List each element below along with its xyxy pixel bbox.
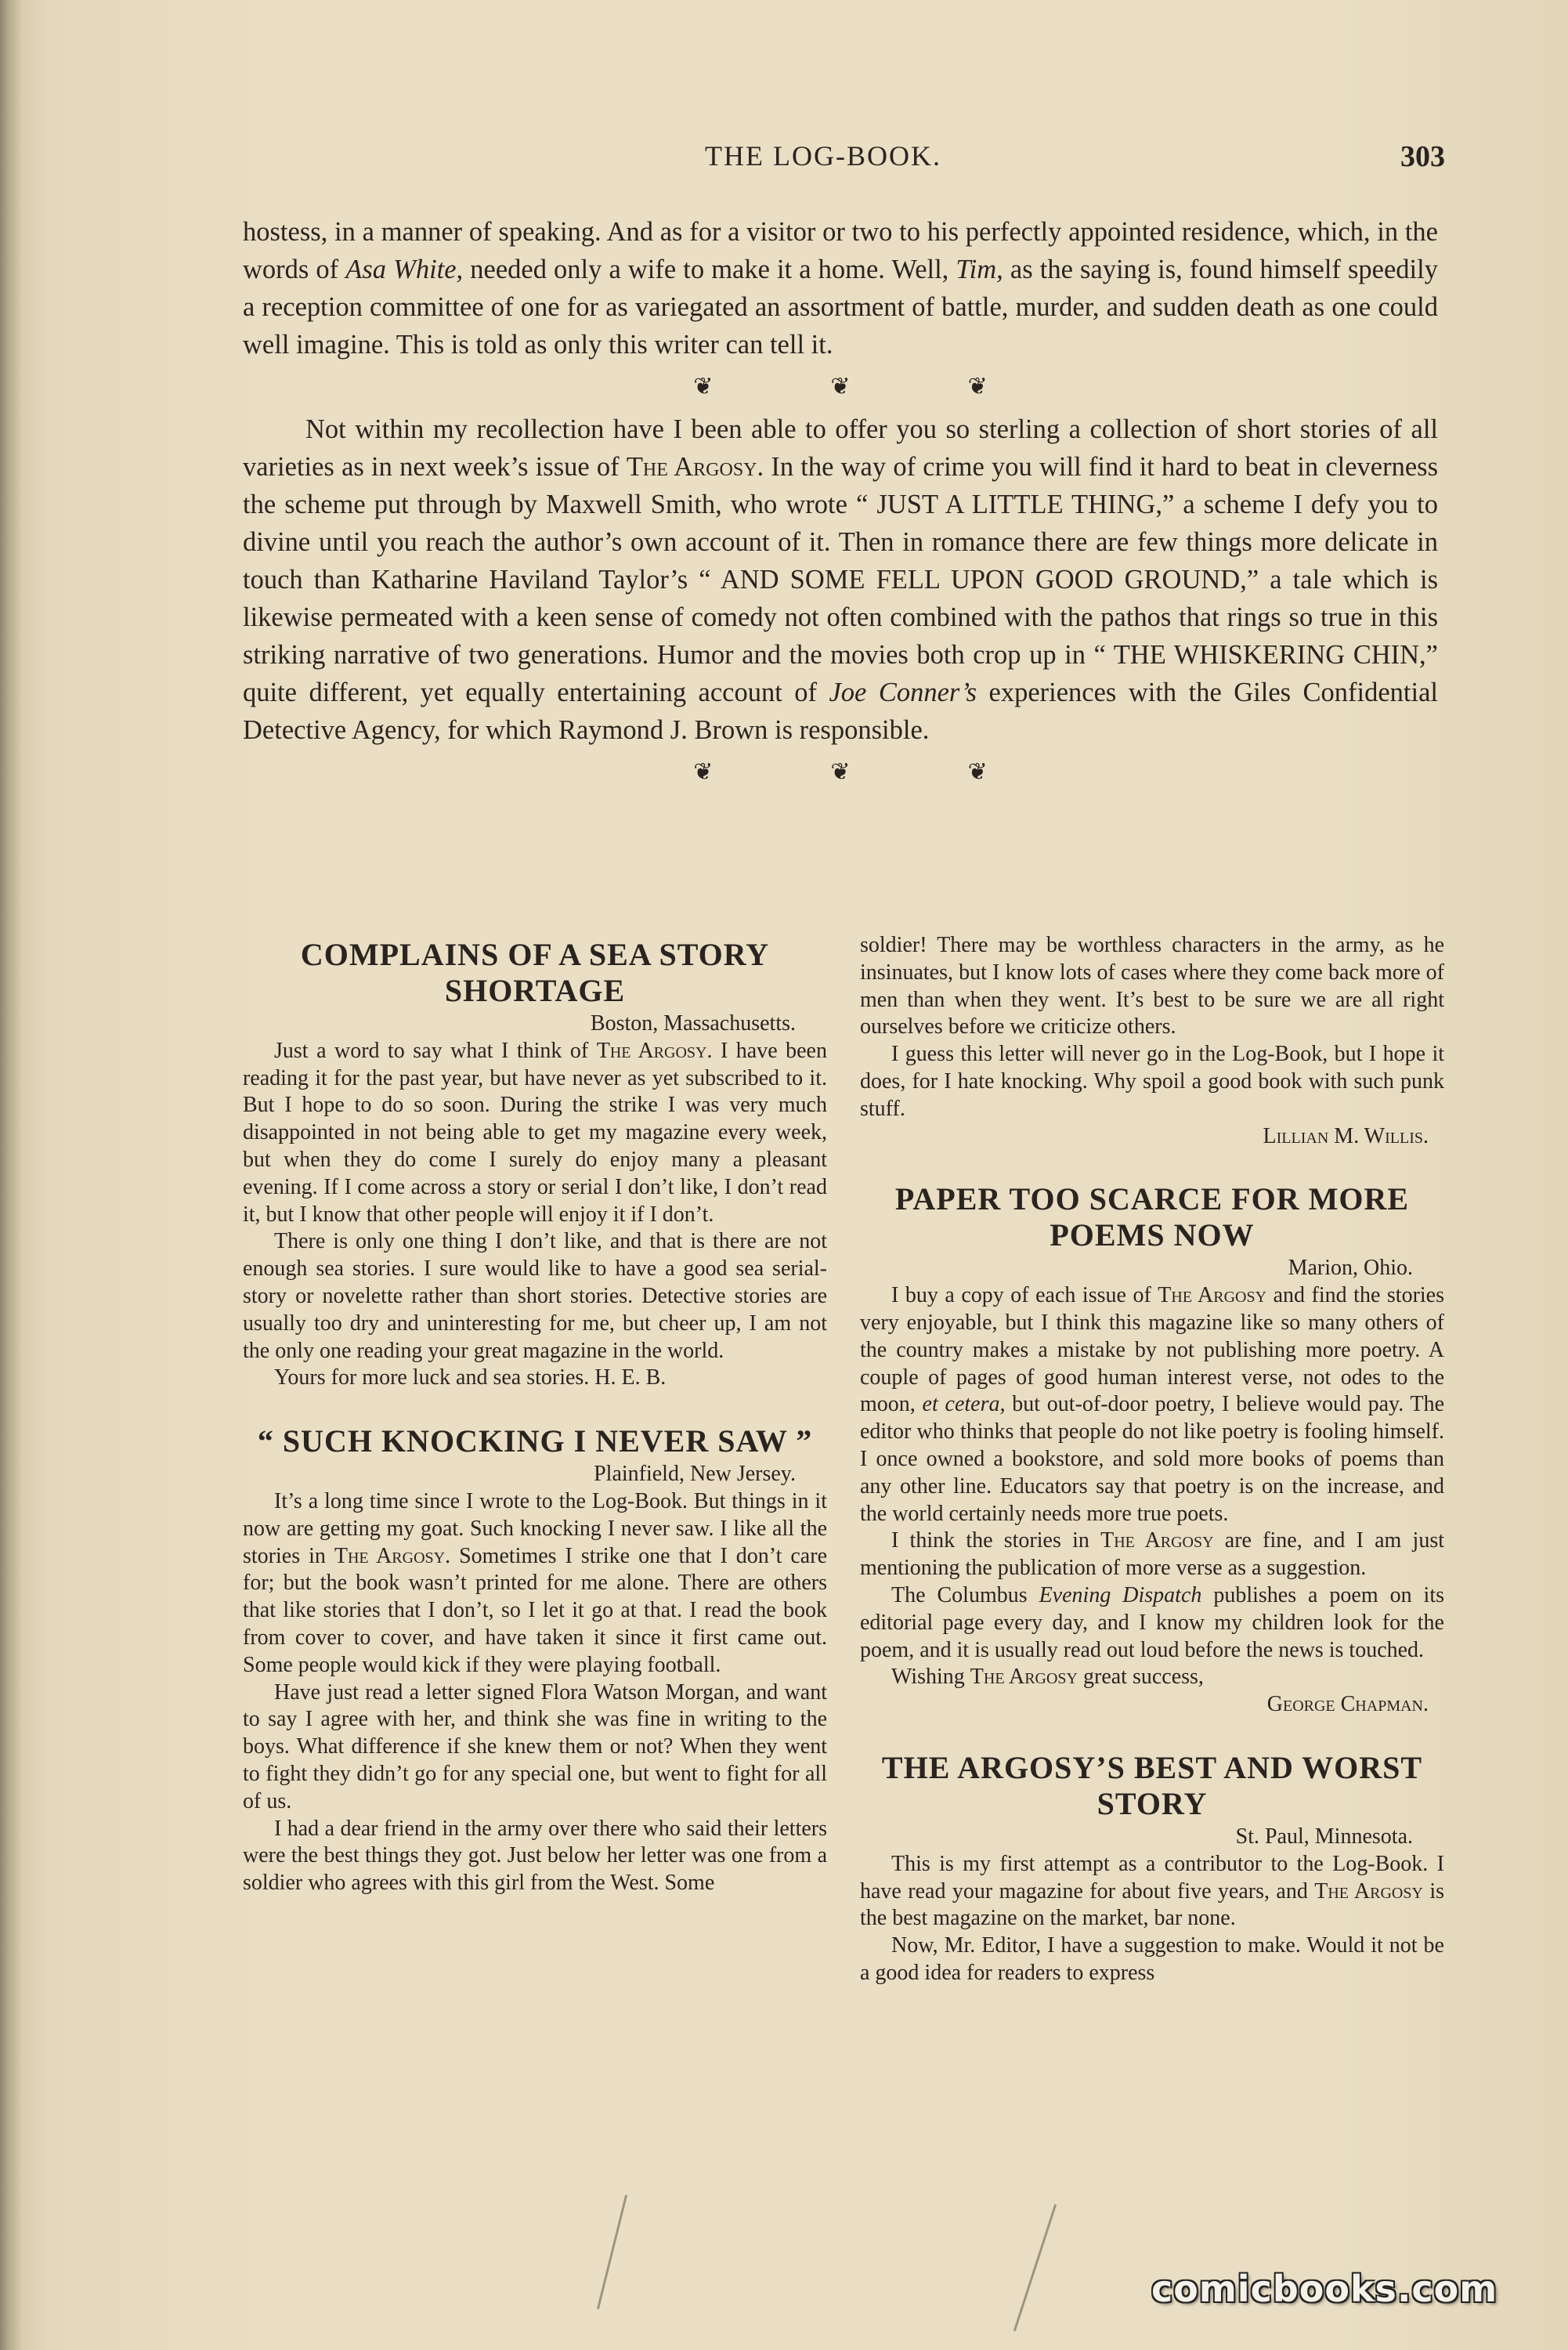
ornament-divider [243,367,1438,407]
pencil-mark [597,2195,627,2309]
letter-heading: THE ARGOSY’S BEST AND WORST STORY [881,1749,1423,1821]
letter-heading: PAPER TOO SCARCE FOR MORE POEMS NOW [894,1181,1410,1253]
letter-paragraph: Have just read a letter signed Flora Watson Morgan, and want to say I agree with her, and think she was fine in writing to the boys. What difference if she knew them or not? When they went to fight they didn’t go for any special one, but went to fight for all of us. [243,1679,827,1813]
letter-closing: Yours for more luck and sea stories. H. E. B. [274,1365,667,1390]
letter-paragraph: It’s a long time since I wrote to the Log-Book. But things in it now are getting my goat. Such knocking I never saw. I like all the stories in The Argosy. Sometimes I strike one that I don’t care for; but the book wasn’t printed for me alone. There are others that like stories that I don’t, so I let it go at that. I read the book from cover to cover, and have taken it since it first came out. Some people would kick if they were playing football. [243,1488,827,1677]
letter-place: Boston, Massachusetts. [590,1011,796,1036]
ornament-icon: ❦ [693,374,714,400]
letter-paragraph: The Columbus Evening Dispatch publishes a poem on its editorial page every day, and I know my children look for the poem, and it is usually read out loud before the news is touched. [860,1582,1444,1662]
ornament-icon: ❦ [830,759,851,785]
left-column [243,932,827,1897]
letter-place: Marion, Ohio. [1288,1256,1413,1281]
page-header [0,139,1568,179]
watermark-logo: comicbooks.com [1151,2268,1498,2310]
binding-shadow [0,0,22,2350]
ornament-icon: ❦ [830,374,851,400]
ornament-divider [243,752,1438,793]
letter-paragraph: I had a dear friend in the army over there who said their letters were the best things they got. Just below her letter was one from a soldier who agrees with this girl from the West. Some [243,1816,827,1896]
letter-heading: “ SUCH KNOCKING I NEVER SAW ” [257,1423,813,1459]
letter-place: St. Paul, Minnesota. [1235,1824,1413,1849]
letter-paragraph: I think the stories in The Argosy are fine, and I am just mentioning the publication of more verse as a suggestion. [860,1528,1445,1581]
running-title: THE LOG-BOOK. [705,140,941,172]
letter-paragraph: Just a word to say what I think of The Argosy. I have been reading it for the past year, but have never as yet subscribed to it. But I hope to do so soon. During the strike I was very much disappointed in not being able to get my magazine every week, but when they do come I surely do enjoy many a pleasant evening. If I come across a story or serial I don’t like, I don’t read it, but I know that other people will enjoy it if I don’t. [243,1038,827,1227]
letter-place: Plainfield, New Jersey. [594,1462,796,1487]
ornament-icon: ❦ [693,759,714,785]
intro-paragraph-2: Not within my recollection have I been able to offer you so sterling a collection of short stories of all varieties as in next week’s issue of The Argosy. In the way of crime you will find it hard to beat in cleverness the scheme put through by Maxwell Smith, who wrote “ JUST A LITTLE THING,” a scheme I defy you to divine until you reach the author’s own account of it. Then in romance there are few things more delicate in touch than Katharine Haviland Taylor’s “ AND SOME FELL UPON GOOD GROUND,” a tale which is likewise permeated with a keen sense of comedy not often combined with the pathos that rings so true in this striking narrative of two generations. Humor and the movies both crop up in “ THE WHISKERING CHIN,” quite different, yet equally entertaining account of Joe Conner’s experiences with the Giles Confidential Detective Agency, for which Raymond J. Brown is responsible. [243,414,1438,745]
letter-heading: COMPLAINS OF A SEA STORY SHORTAGE [300,937,770,1008]
right-column [860,932,1444,1987]
letter-paragraph: This is my first attempt as a contributor to the Log-Book. I have read your magazine for about five years, and The Argosy is the best magazine on the market, bar none. [860,1851,1444,1931]
letter-paragraph: Wishing The Argosy great success, [891,1665,1204,1690]
pencil-mark [1013,2204,1057,2332]
letter-signature: George Chapman. [1266,1692,1429,1717]
intro-paragraph-1: hostess, in a manner of speaking. And as for a visitor or two to his perfectly appointed residence, which, in the words of Asa White, needed only a wife to make it a home. Well, Tim, as the saying is, found himself speedily a reception committee of one for as variegated an assortment of battle, murder, and sudden death as one could well imagine. This is told as only this writer can tell it. [243,217,1438,360]
letter-signature: Lillian M. Willis. [1263,1123,1429,1148]
letter-paragraph: I buy a copy of each issue of The Argosy and find the stories very enjoyable, but I think this magazine like so many others of the country makes a mistake by not publishing more poetry. A couple of pages of good human interest verse, not odes to the moon, et cetera, but out-of-door poetry, I believe would pay. The editor who thinks that people do not like poetry is fooling himself. I once owned a bookstore, and sold more books of poems than any other line. Educators say that poetry is on the increase, and the world certainly needs more true poets. [860,1283,1444,1526]
letter-paragraph: I guess this letter will never go in the Log-Book, but I hope it does, for I hate knocking. Why spoil a good book with such punk stuff. [860,1042,1444,1121]
letter-paragraph: There is only one thing I don’t like, and that is there are not enough sea stories. I sure would like to have a good sea serial-story or novelette rather than short stories. Detective stories are usually too dry and uninteresting for me, but cheer up, I am not the only one reading your great magazine in the world. [243,1229,827,1363]
ornament-icon: ❦ [967,759,988,785]
page-number: 303 [1400,140,1445,173]
intro-text [243,213,1438,796]
letter-paragraph: soldier! There may be worthless characters in the army, as he insinuates, but I know lots of cases where they come back more of men than when they went. It’s best to be sure we are all right ourselves before we criticize others. [860,933,1444,1039]
letter-paragraph: Now, Mr. Editor, I have a suggestion to make. Would it not be a good idea for readers to express [860,1933,1444,1985]
ornament-icon: ❦ [967,374,988,400]
